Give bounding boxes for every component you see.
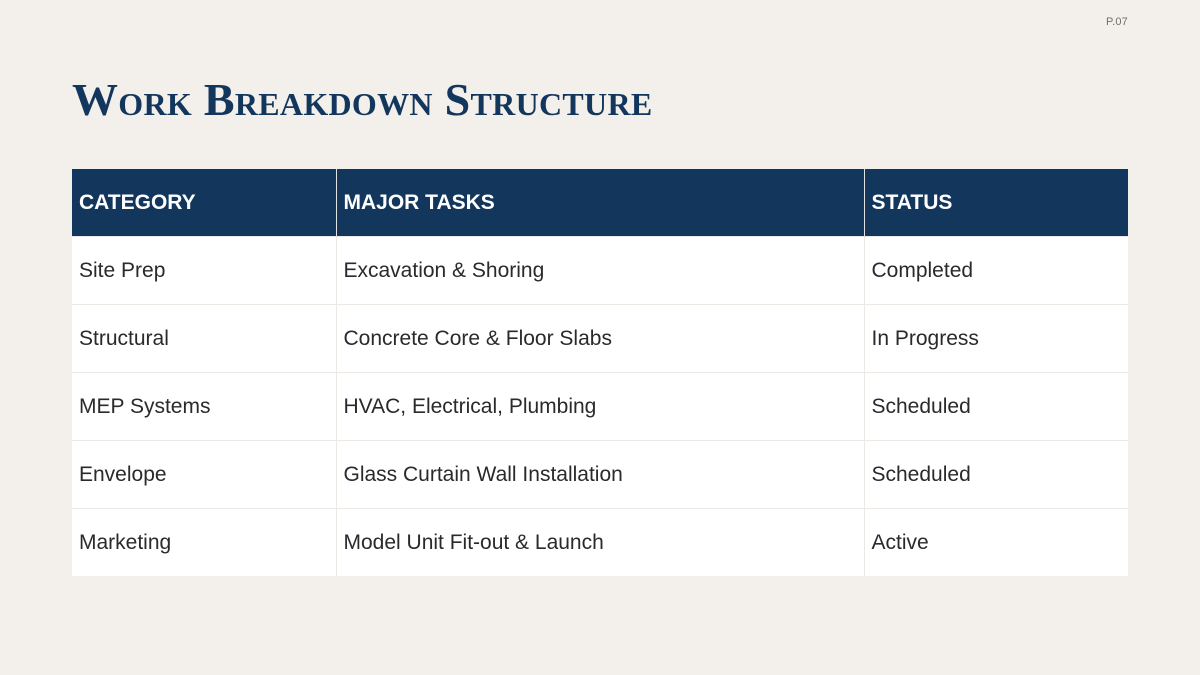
table-row bbox=[72, 305, 1128, 373]
major-tasks-cell: Model Unit Fit-out & Launch bbox=[336, 509, 864, 577]
page-title: Work Breakdown Structure bbox=[72, 74, 653, 125]
major-tasks-cell: Glass Curtain Wall Installation bbox=[336, 441, 864, 509]
major-tasks-cell: Concrete Core & Floor Slabs bbox=[336, 305, 864, 373]
major-tasks-cell: Excavation & Shoring bbox=[336, 237, 864, 305]
category-cell: Envelope bbox=[72, 441, 336, 509]
table-body bbox=[72, 237, 1128, 577]
table-row bbox=[72, 373, 1128, 441]
table-header-row bbox=[72, 169, 1128, 237]
table-row bbox=[72, 237, 1128, 305]
column-header-status: STATUS bbox=[864, 169, 1128, 237]
status-cell: Completed bbox=[864, 237, 1128, 305]
table-row bbox=[72, 509, 1128, 577]
status-cell: Scheduled bbox=[864, 441, 1128, 509]
status-cell: Active bbox=[864, 509, 1128, 577]
page-number: P.07 bbox=[1105, 16, 1128, 28]
status-cell: In Progress bbox=[864, 305, 1128, 373]
category-cell: Structural bbox=[72, 305, 336, 373]
column-header-major-tasks: MAJOR TASKS bbox=[336, 169, 864, 237]
status-cell: Scheduled bbox=[864, 373, 1128, 441]
table-header bbox=[72, 169, 1128, 237]
category-cell: MEP Systems bbox=[72, 373, 336, 441]
major-tasks-cell: HVAC, Electrical, Plumbing bbox=[336, 373, 864, 441]
work-breakdown-table bbox=[72, 169, 1128, 576]
category-cell: Marketing bbox=[72, 509, 336, 577]
table-row bbox=[72, 441, 1128, 509]
column-header-category: CATEGORY bbox=[72, 169, 336, 237]
category-cell: Site Prep bbox=[72, 237, 336, 305]
